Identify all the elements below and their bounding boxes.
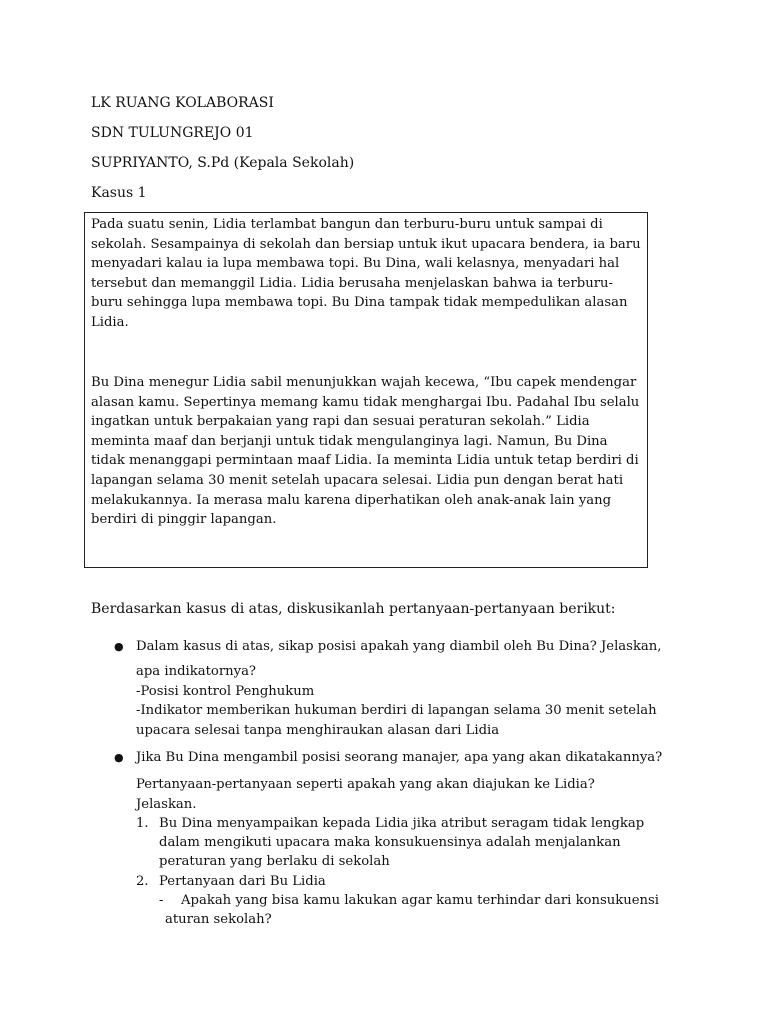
question-1: [136, 637, 696, 657]
bullet-icon: ●: [114, 751, 124, 764]
question-2-sub: [136, 775, 696, 814]
question-1-line-2: apa indikatornya?: [136, 664, 257, 679]
list-item: [159, 872, 699, 891]
list-item: [159, 814, 699, 871]
question-2-sub-line-2: Jelaskan.: [136, 796, 197, 812]
sub-list-item-continued: [165, 910, 685, 929]
answer-1-line-3: upacara selesai tanpa menghiraukan alasan dari Lidia: [136, 722, 500, 738]
list-item-1-line-2: dalam mengikuti upacara maka konsukuensinya adalah menjalankan: [159, 835, 621, 850]
author-name: SUPRIYANTO, S.Pd (Kepala Sekolah): [91, 155, 355, 171]
list-number: 2.: [136, 874, 149, 889]
list-item-2-line-1: Pertanyaan dari Bu Lidia: [159, 874, 326, 889]
case-heading: Kasus 1: [91, 185, 147, 201]
case-paragraph-2: Bu Dina menegur Lidia sabil menunjukkan wajah kecewa, “Ibu capek mendengar alasan kamu. Sepertinya memang kamu tidak menghargai Ibu. Padahal Ibu selalu ingatkan untuk berpakaian yang rapi dan sesuai peraturan sekolah.” Lidia meminta maaf dan berjanji untuk tidak mengulanginya lagi. Namun, Bu Dina tidak menanggapi permintaan maaf Lidia. Ia meminta Lidia untuk tetap berdiri di lapangan selama 30 menit setelah upacara selesai. Lidia pun dengan berat hati melakukannya. Ia merasa malu karena diperhatikan oleh anak-anak lain yang berdiri di pinggir lapangan.: [91, 375, 640, 528]
sub-list-item: [181, 891, 701, 910]
case-box: [84, 212, 648, 568]
answer-1-line-2: -Indikator memberikan hukuman berdiri di lapangan selama 30 menit setelah: [136, 703, 657, 719]
list-item-1-line-3: peraturan yang berlaku di sekolah: [159, 854, 390, 869]
bullet-icon: ●: [114, 640, 124, 653]
discussion-intro: Berdasarkan kasus di atas, diskusikanlah pertanyaan-pertanyaan berikut:: [91, 601, 616, 617]
worksheet-title: LK RUANG KOLABORASI: [91, 95, 274, 111]
sub-list-item-line-2: aturan sekolah?: [165, 912, 272, 927]
question-1-continued: [136, 662, 696, 740]
case-paragraph-1: Pada suatu senin, Lidia terlambat bangun dan terburu-buru untuk sampai di sekolah. Sesampainya di sekolah dan bersiap untuk ikut upacara bendera, ia baru menyadari kalau ia lupa membawa topi. Bu Dina, wali kelasnya, menyadari hal tersebut dan memanggil Lidia. Lidia berusaha menjelaskan bahwa ia terburu-buru sehingga lupa membawa topi. Bu Dina tampak tidak mempedulikan alasan Lidia.: [91, 217, 641, 330]
list-item-1-line-1: Bu Dina menyampaikan kepada Lidia jika atribut seragam tidak lengkap: [159, 816, 645, 831]
list-number: 1.: [136, 816, 149, 831]
question-1-line-1: Dalam kasus di atas, sikap posisi apakah yang diambil oleh Bu Dina? Jelaskan,: [136, 639, 662, 654]
question-2-line-1: Jika Bu Dina mengambil posisi seorang manajer, apa yang akan dikatakannya?: [136, 750, 663, 765]
question-2-sub-line-1: Pertanyaan-pertanyaan seperti apakah yang akan diajukan ke Lidia?: [136, 777, 595, 792]
answer-1-line-1: -Posisi kontrol Penghukum: [136, 683, 315, 699]
question-2: [136, 748, 696, 768]
school-name: SDN TULUNGREJO 01: [91, 125, 254, 141]
dash-marker: -: [159, 893, 164, 908]
sub-list-item-line-1: Apakah yang bisa kamu lakukan agar kamu terhindar dari konsukuensi: [181, 893, 660, 908]
